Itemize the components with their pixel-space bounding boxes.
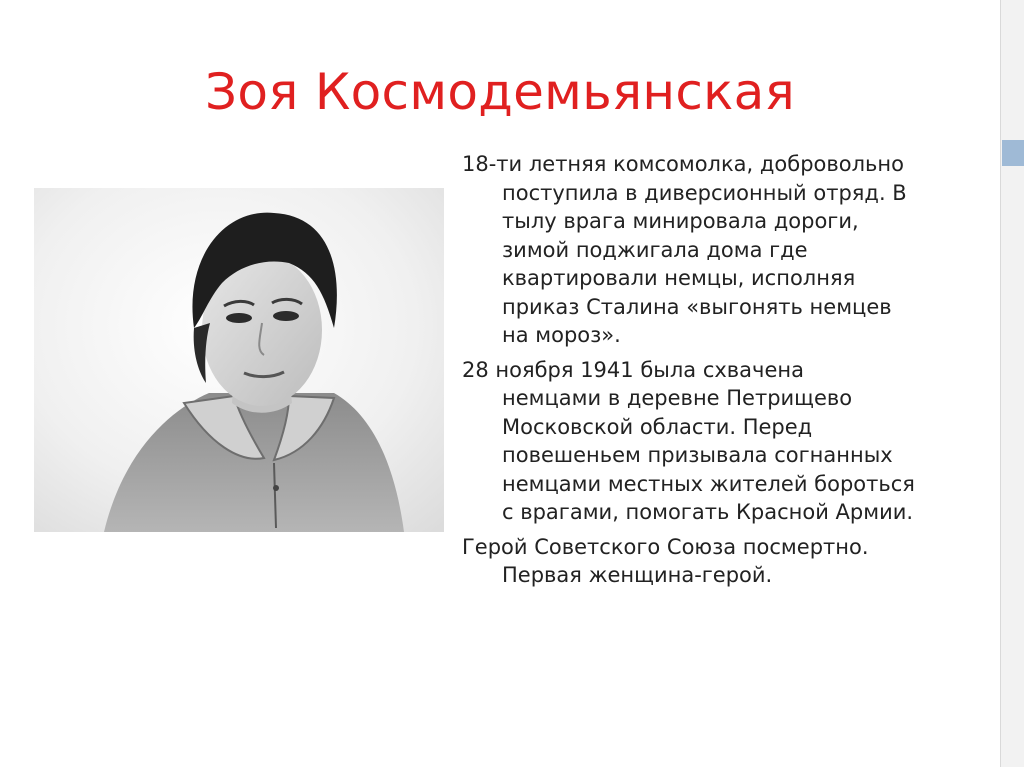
portrait-illustration [34, 188, 444, 532]
description-text [462, 150, 982, 596]
slide-title: Зоя Космодемьянская [205, 63, 795, 121]
scrollbar-thumb[interactable] [1002, 140, 1024, 166]
paragraph-capture: 28 ноября 1941 была схвачена немцами в деревне Петрищево Московской области. Перед повешеньем призывала согнанных немцами местных жителей бороться с врагами, помогать Красной Армии. [462, 357, 915, 524]
paragraph-hero: Герой Советского Союза посмертно. Первая женщина-герой. [462, 534, 869, 587]
paragraph-biography: 18-ти летняя комсомолка, добровольно поступила в диверсионный отряд. В тылу врага минировала дороги, зимой поджигала дома где квартировали немцы, исполняя приказ Сталина «выгонять немцев на мороз». [462, 152, 907, 347]
vertical-scrollbar[interactable] [1000, 0, 1024, 767]
portrait-photo [34, 188, 444, 532]
